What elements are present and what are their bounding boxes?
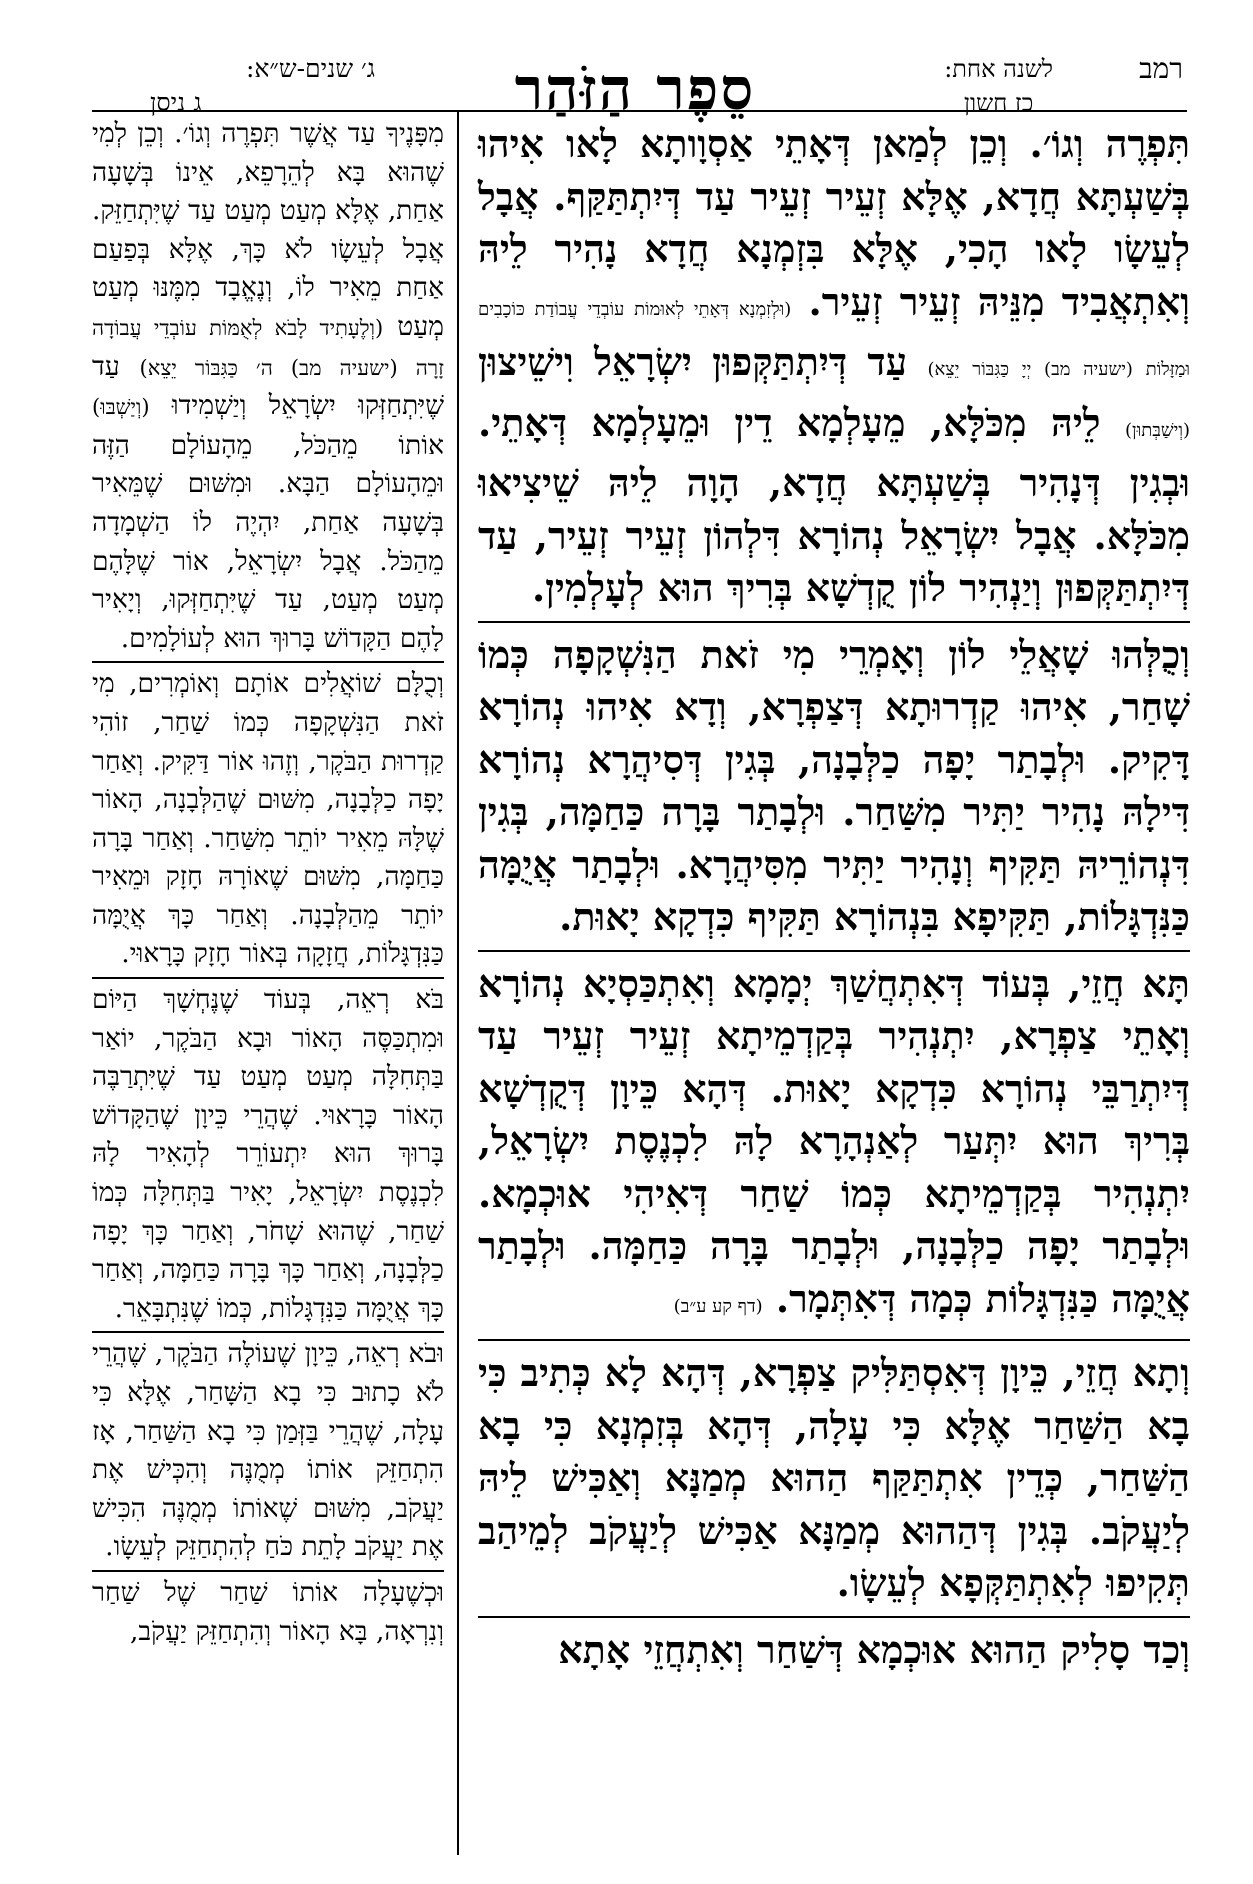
paragraph-text: בֹּא רְאֵה, בְּעוֹד שֶׁנֶּחְשָׁךְ הַיּוֹם וּמִתְכַּסֶּה הָאוֹר וּבָא הַבֹּקֶר, יוֹאַר בַּתְּחִלָּה מְעַט מְעַט עַד שֶׁיִּתְרַבֶּה הָאוֹר כָּרָאוּי. שֶׁהֲרֵי כֵּיוָן שֶׁהַקָּדוֹשׁ בָּרוּךְ הוּא יִתְעוֹרֵר לְהָאִיר לָהּ לִכְנֶסֶת יִשְׂרָאֵל, יָאִיר בַּתְּחִלָּה כְּמוֹ שַׁחַר, שֶׁהוּא שָׁחֹר, וְאַחַר כָּךְ יָפָה כַלְּבָנָה, וְאַחַר כָּךְ בָּרָה כַּחַמָּה, וְאַחַר כָּךְ אֲיֻמָּה כַּנִּדְגָּלוֹת, כְּמוֹ שֶׁנִּתְבָּאֵר. — [92, 984, 444, 1324]
paragraph-text: וּבֹא רְאֵה, כֵּיוָן שֶׁעוֹלֶה הַבֹּקֶר, שֶׁהֲרֵי לֹא כָתוּב כִּי בָא הַשָּׁחַר, אֶלָּא כִּי עָלָה, שֶׁהֲרֵי בַּזְּמַן כִּי בָא הַשַּׁחַר, אָז הִתְחַזֵּק אוֹתוֹ מְמֻנֶּה וְהִכְּישׁ אֶת יַעֲקֹב, מִשּׁוּם שֶׁאוֹתוֹ מְמֻנֶּה הִכִּישׁ אֶת יַעֲקֹב לָתֵת כֹּחַ לְהִתְחַזֵּק לְעֵשָׂו. — [92, 1338, 444, 1563]
paragraph-text: עַד שֶׁיִּתְחַזְּקוּ יִשְׂרָאֵל וְיַשְׁמִידוּ — [92, 350, 444, 422]
paragraph-text: וְכֻלְּהוּ שָׁאֲלֵי לוֹן וְאָמְרֵי מִי זֹאת הַנִּשְׁקָפָה כְּמוֹ שָׁחַר, אִיהוּ קַדְרוּתָא דְּצַפְרָא, וְדָא אִיהוּ נְהוֹרָא דָּקִיק. וּלְבָתַר יָפָה כַלְּבָנָה, בְּגִין דְּסִיהֲרָא נְהוֹרָא דִּילָהּ נָהִיר יַתִּיר מִשַּׁחַר. וּלְבָתַר בָּרָה כַּחַמָּה, בְּגִין דִּנְהוֹרֵיהּ תַּקִּיף וְנָהִיר יַתִּיר מִסִּיהֲרָא. וּלְבָתַר אֲיֻמָּה כַּנִּדְגָּלוֹת, תַּקִּיפָא בִּנְהוֹרָא תַּקִּיף כִּדְקָא יָאוּת. — [478, 631, 1190, 939]
paragraph-text: וְתָא חֲזֵי, כֵּיוָן דְּאִסְתַּלִּיק צַפְרָא, דְּהָא לָא כְּתִיב כִּי בָא הַשַּׁחַר אֶלָּא כִּי עָלָה, דְּהָא בְּזִמְנָא כִּי בָא הַשַּׁחַר, כְּדֵין אִתְתַּקַּף הַהוּא מְמַנָּא וְאַכִּישׁ לֵיהּ לְיַעֲקֹב. בְּגִין דְּהַהוּא מְמַנָּא אַכִּישׁ לְיַעֲקֹב לְמֵיהַב תְּקִיפוּ לְאִתְתַּקְּפָא לְעֵשָׂו. — [478, 1350, 1190, 1605]
paragraph-text: וְכַד סָלִיק הַהוּא אוּכְמָא דְּשַׁחַר וְאִתְחֲזֵי אָתָא — [558, 1626, 1190, 1672]
paragraph-text: לֵיהּ מִכֹּלָּא, מֵעָלְמָא דֵין וּמֵעָלְמָא דְּאָתֵי. וּבְגִין דְּנָהִיר בְּשַׁעְתָּא חֲדָא, הָוָה לֵיהּ שֵׁיצִיאוּ מִכֹּלָּא. אֲבָל יִשְׂרָאֵל נְהוֹרָא דִּלְהוֹן זְעֵיר זְעֵיר, עַד דְּיִתְתַּקְּפוּן וְיַנְהִיר לוֹן קֻדְשָׁא בְּרִיךְ הוּא לְעָלְמִין. — [478, 399, 1190, 610]
header-right-day: כז חשון — [963, 89, 1034, 117]
paragraph-text: אוֹתוֹ מֵהַכֹּל, מֵהָעוֹלָם הַזֶּה וּמֵהָעוֹלָם הַבָּא. וּמִשּׁוּם שֶׁמֵּאִיר בְּשָׁעָה אַחַת, יִהְיֶה לוֹ הַשְׁמָדָה מֵהַכֹּל. אֲבָל יִשְׂרָאֵל, אוֹר שֶׁלָּהֶם מְעַט מְעַט, עַד שֶׁיִּתְחַזְּקוּ, וְיָאִיר לָהֶם הַקָּדוֹשׁ בָּרוּךְ הוּא לְעוֹלָמִים. — [92, 429, 444, 654]
inline-reference: (וּלְזִמְנָא דְּאָתֵי לְאוּמוֹת עוֹבְדֵי עֲבוֹדַת כּוֹכָבִים וּמַזָּלוֹת (ישעיה מב) יְיָ כַּגִּבּוֹר יֵצֵא) — [478, 298, 1191, 380]
section-number: רמב — [1139, 52, 1183, 85]
aramaic-paragraph-3 — [478, 958, 1190, 1342]
paragraph-text: תָּא חֲזֵי, בְּעוֹד דְּאִתְחֲשַׁךְ יְמָמָא וְאִתְכַּסְיָא נְהוֹרָא וְאָתֵי צַפְרָא, יִתְנְהִיר בְּקַדְמֵיתָא זְעֵיר זְעֵיר עַד דְּיִתְרַבֵּי נְהוֹרָא כִּדְקָא יָאוּת. דְּהָא כֵּיוָן דְּקֻדְשָׁא בְּרִיךְ הוּא יִתְּעַר לְאַנְהָרָא לָהּ לִכְנֶסֶת יִשְׂרָאֵל, יִתְנְהִיר בְּקַדְמֵיתָא כְּמוֹ שַׁחַר דְּאִיהִי אוּכְמָא. וּלְבָתַר יָפָה כַלְּבָנָה, וּלְבָתַר בָּרָה כַּחַמָּה. וּלְבָתַר אֲיֻמָּה כַּנִּדְגָּלוֹת כְּמָה דְּאִתְּמָר. — [478, 960, 1190, 1321]
paragraph-text: עַד דְּיִתְתַּקְּפוּן יִשְׂרָאֵל וִישֵׁיצוּן — [478, 339, 908, 384]
translation-paragraph-5 — [92, 1574, 444, 1654]
paragraph-text: תִּפְרֶה וְגוֹ׳. וְכֵן לְמַאן דְּאָתֵי אַסְוָותָא לָאו אִיהוּ בְּשַׁעְתָּא חֲדָא, אֶלָּא זְעֵיר זְעֵיר עַד דְּיִתְתַּקַּף. אֲבָל לְעֵשָׂו לָאו הָכִי, אֶלָּא בִּזְמְנָא חֲדָא נָהִיר לֵיהּ וְאִתְאֲבִיד מִנֵּיהּ זְעֵיר זְעֵיר. — [478, 121, 1190, 324]
paragraph-text: וְכֻלָּם שׁוֹאֲלִים אוֹתָם וְאוֹמְרִים, מִי זֹאת הַנִּשְׁקָפָה כְּמוֹ שַׁחַר, זוֹהִי קַדְרוּת הַבֹּקֶר, וְזֶהוּ אוֹר דַּקִּיק. וְאַחַר יָפָה כַלְּבָנָה, מִשּׁוּם שֶׁהַלְּבָנָה, הָאוֹר שֶׁלָּהּ מֵאִיר יוֹתֵר מִשַּׁחַר. וְאַחַר בָּרָה כַּחַמָּה, מִשּׁוּם שֶׁאוֹרָהּ חָזָק וּמֵאִיר יוֹתֵר מֵהַלְּבָנָה. וְאַחַר כָּךְ אֲיֻמָּה כַּנִּדְגָּלוֹת, חֲזָקָה בְּאוֹר חָזָק כָּרָאוּי. — [92, 668, 444, 970]
inline-reference: (וְישַׁבְּתוּן) — [1125, 419, 1190, 441]
book-title: סֵפֶר הַזֹּהַר — [514, 55, 756, 123]
page-reference: (דף קע ע״ב) — [673, 1295, 763, 1317]
translation-paragraph-2 — [92, 665, 444, 979]
header-rule — [92, 110, 1187, 112]
aramaic-column — [478, 118, 1190, 1688]
aramaic-paragraph-1 — [478, 118, 1190, 623]
header-left-schedule: ג׳ שנים-ש״א: — [245, 54, 375, 83]
inline-reference: (וְיַשְׁבּוּ) — [92, 395, 150, 420]
aramaic-paragraph-2 — [478, 629, 1190, 952]
paragraph-text: מִפָּנֶיךָ עַד אֲשֶׁר תִּפְרֶה וְגוֹ׳. וְכֵן לְמִי שֶׁהוּא בָּא לְהֵרָפֵא, אֵינוֹ בְּשָׁעָה אַחַת, אֶלָּא מְעַט מְעַט עַד שֶׁיִּתְחַזֵּק. אֲבָל לְעֵשָׂו לֹא כָּךְ, אֶלָּא בְּפַעַם אַחַת מֵאִיר לוֹ, וְנֶאֱבָד מִמֶּנּוּ מְעַט מְעַט — [92, 118, 444, 342]
inline-reference: (וְלֶעָתִיד לָבֹא לְאֻמּוֹת עוֹבְדֵי עֲבוֹדָה זָרָה (ישעיה מב) ה׳ כַּגִּבּוֹר יֵצֵא) — [92, 315, 444, 380]
header-right-schedule: לשנה אחת: — [944, 55, 1053, 83]
translation-paragraph-1 — [92, 115, 444, 663]
column-divider — [457, 110, 459, 1855]
paragraph-text: וּכְשֶׁעָלָה אוֹתוֹ שַׁחַר שֶׁל שַׁחַר וְנִרְאָה, בָּא הָאוֹר וְהִתְחַזֵּק יַעֲקֹב, — [92, 1576, 444, 1647]
translation-paragraph-3 — [92, 981, 444, 1333]
aramaic-paragraph-4 — [478, 1347, 1190, 1618]
aramaic-paragraph-5 — [478, 1624, 1190, 1683]
translation-column — [92, 115, 444, 1656]
header-left-date: ג ניסן — [150, 88, 202, 117]
translation-paragraph-4 — [92, 1335, 444, 1572]
